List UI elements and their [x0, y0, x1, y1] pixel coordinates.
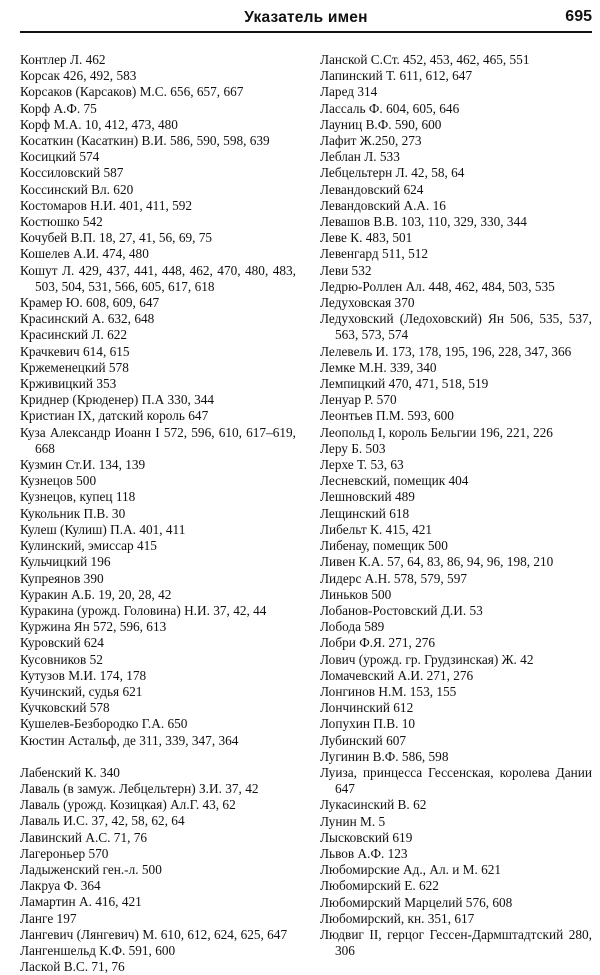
- index-entry: Куровский 624: [20, 635, 104, 651]
- index-entry: Лелевель И. 173, 178, 195, 196, 228, 347, 366: [320, 343, 572, 359]
- index-entry: Костюшко 542: [20, 214, 103, 230]
- index-entry: Лаваль (урожд. Козицкая) Ал.Г. 43, 62: [20, 797, 236, 813]
- index-entry: Ледуховская 370: [320, 295, 415, 311]
- index-entry: Кошелев А.И. 474, 480: [20, 246, 149, 262]
- index-entry: Косаткин (Касаткин) В.И. 586, 590, 598, 639: [20, 133, 270, 149]
- index-entry: Крачкевич 614, 615: [20, 343, 130, 359]
- index-entry: Лысковский 619: [320, 829, 413, 845]
- index-column-left: [20, 52, 296, 975]
- index-entry: Либельт К. 415, 421: [320, 521, 433, 537]
- index-entry: Красинский Л. 622: [20, 327, 128, 343]
- index-entry: Лауниц В.Ф. 590, 600: [320, 116, 442, 132]
- index-entry: Лаской В.С. 71, 76: [20, 959, 125, 975]
- index-column-right: [320, 52, 592, 959]
- index-entry: Лавинский А.С. 71, 76: [20, 829, 148, 845]
- index-entry: Кутузов М.И. 174, 178: [20, 667, 147, 683]
- index-entry: Куракин А.Б. 19, 20, 28, 42: [20, 586, 172, 602]
- index-entry: Лобри Ф.Я. 271, 276: [320, 635, 436, 651]
- index-entry: Кузмин Ст.И. 134, 139: [20, 457, 146, 473]
- index-entry: Корф А.Ф. 75: [20, 100, 97, 116]
- index-entry: Контлер Л. 462: [20, 52, 106, 67]
- index-entry: Коссиловский 587: [20, 165, 124, 181]
- index-entry: Львов А.Ф. 123: [320, 845, 408, 861]
- index-entry: Криднер (Крюденер) П.А 330, 344: [20, 392, 215, 408]
- index-entry: Куржина Ян 572, 596, 613: [20, 619, 167, 635]
- index-entry: Линьков 500: [320, 586, 392, 602]
- index-entry: Леопольд I, король Бельгии 196, 221, 226: [320, 424, 553, 440]
- index-entry: Кукольник П.В. 30: [20, 505, 126, 521]
- index-entry: Левандовский 624: [320, 181, 424, 197]
- index-entry: Левашов В.В. 103, 110, 329, 330, 344: [320, 214, 527, 230]
- index-entry: Куракина (урожд. Головина) Н.И. 37, 42, 44: [20, 602, 267, 618]
- index-entry: Лабенский К. 340: [20, 764, 120, 780]
- index-entry: Красинский А. 632, 648: [20, 311, 155, 327]
- index-entry: Левандовский А.А. 16: [320, 197, 446, 213]
- index-entry: Лесневский, помещик 404: [320, 473, 469, 489]
- index-entry: Лафит Ж.250, 273: [320, 133, 422, 149]
- index-entry: Леонтьев П.М. 593, 600: [320, 408, 454, 424]
- index-entry: Левенгард 511, 512: [320, 246, 429, 262]
- index-entry: Лидерс А.Н. 578, 579, 597: [320, 570, 467, 586]
- index-entry: Лемке М.Н. 339, 340: [320, 359, 437, 375]
- index-entry: Лаваль (в замуж. Лебцельтерн) З.И. 37, 42: [20, 780, 259, 796]
- index-entry: Ленуар Р. 570: [320, 392, 397, 408]
- index-entry: Кучинский, судья 621: [20, 683, 143, 699]
- index-entry: Любомирский Е. 622: [320, 878, 439, 894]
- index-entry: Леве К. 483, 501: [320, 230, 413, 246]
- index-entry: Кристиан IX, датский король 647: [20, 408, 209, 424]
- running-header: [20, 0, 592, 33]
- index-entry: Кулинский, эмиссар 415: [20, 538, 157, 554]
- index-entry: Кузнецов 500: [20, 473, 97, 489]
- index-entry: Косицкий 574: [20, 149, 100, 165]
- index-entry: Крамер Ю. 608, 609, 647: [20, 295, 160, 311]
- index-entry: Лакруа Ф. 364: [20, 878, 101, 894]
- index-entry: Лещинский 618: [320, 505, 410, 521]
- index-entry: Ларед 314: [320, 84, 378, 100]
- index-entry: Кулеш (Кулиш) П.А. 401, 411: [20, 521, 186, 537]
- index-entry: Людвиг II, герцог Гессен-Дармштадтский 280, 306: [320, 926, 592, 959]
- index-entry: Лобода 589: [320, 619, 385, 635]
- index-entry: Корф М.А. 10, 412, 473, 480: [20, 116, 178, 132]
- index-entry: Лобанов-Ростовский Д.И. 53: [320, 602, 483, 618]
- index-entry: Лукасинский В. 62: [320, 797, 427, 813]
- index-entry: Лешновский 489: [320, 489, 415, 505]
- index-entry: Лович (урожд. гр. Грудзинская) Ж. 42: [320, 651, 534, 667]
- index-entry: Ледрю-Роллен Ал. 448, 462, 484, 503, 535: [320, 278, 555, 294]
- index-entry: Любомирский, кн. 351, 617: [320, 910, 475, 926]
- section-title: Указатель имен: [244, 9, 368, 26]
- index-entry: Кочубей В.П. 18, 27, 41, 56, 69, 75: [20, 230, 213, 246]
- index-entry: Лемпицкий 470, 471, 518, 519: [320, 376, 489, 392]
- index-entry: Лагероньер 570: [20, 845, 109, 861]
- index-entry: Лерхе Т. 53, 63: [320, 457, 404, 473]
- index-entry: Лаваль И.С. 37, 42, 58, 62, 64: [20, 813, 185, 829]
- index-entry: Ланге 197: [20, 910, 77, 926]
- index-entry: Луиза, принцесса Гессенская, королева Дании 647: [320, 764, 592, 797]
- index-entry: Корсак 426, 492, 583: [20, 68, 137, 84]
- index-entry: Либенау, помещик 500: [320, 538, 448, 554]
- index-entry: Ледуховский (Ледоховский) Ян 506, 535, 537, 563, 573, 574: [320, 311, 592, 343]
- index-entry: Лубинский 607: [320, 732, 407, 748]
- index-entry: Лончинский 612: [320, 700, 414, 716]
- index-entry: Кучковский 578: [20, 700, 110, 716]
- index-entry: Кузнецов, купец 118: [20, 489, 136, 505]
- index-entry: Леви 532: [320, 262, 372, 278]
- index-entry: Леру Б. 503: [320, 440, 386, 456]
- page-number: 695: [565, 8, 592, 25]
- index-entry: Лангеншельд К.Ф. 591, 600: [20, 942, 176, 958]
- index-entry: Кусовников 52: [20, 651, 103, 667]
- index-entry: Ламартин А. 416, 421: [20, 894, 142, 910]
- index-entry: Лунин М. 5: [320, 813, 386, 829]
- index-entry: Лебцельтерн Л. 42, 58, 64: [320, 165, 465, 181]
- index-entry: Кошут Л. 429, 437, 441, 448, 462, 470, 480, 483, 503, 504, 531, 566, 605, 617, 618: [20, 262, 296, 294]
- index-entry: Кюстин Астальф, де 311, 339, 347, 364: [20, 732, 239, 748]
- index-entry: Лопухин П.В. 10: [320, 716, 416, 732]
- index-entry: Лапинский Т. 611, 612, 647: [320, 68, 473, 84]
- index-entry: Леблан Л. 533: [320, 149, 400, 165]
- index-entry: Купреянов 390: [20, 570, 104, 586]
- index-entry: Кульчицкий 196: [20, 554, 111, 570]
- index-entry: Любомирский Марцелий 576, 608: [320, 894, 513, 910]
- index-entry: Костомаров Н.И. 401, 411, 592: [20, 197, 193, 213]
- index-entry: Корсаков (Карсаков) М.С. 656, 657, 667: [20, 84, 244, 100]
- index-entry: Ланской С.Ст. 452, 453, 462, 465, 551: [320, 52, 530, 67]
- index-entry: Любомирские Ад., Ал. и М. 621: [320, 862, 502, 878]
- index-entry: Лугинин В.Ф. 586, 598: [320, 748, 449, 764]
- index-entry: Лассаль Ф. 604, 605, 646: [320, 100, 460, 116]
- index-entry: Ладыженский ген.-л. 500: [20, 861, 162, 877]
- index-entry: Ливен К.А. 57, 64, 83, 86, 94, 96, 198, 210: [320, 554, 554, 570]
- index-entry: Лонгинов Н.М. 153, 155: [320, 683, 457, 699]
- index-entry: Кржеменецкий 578: [20, 359, 129, 375]
- index-entry: Крживицкий 353: [20, 376, 117, 392]
- index-entry: Куза Александр Иоанн I 572, 596, 610, 617–619, 668: [20, 424, 296, 456]
- index-entry: Лангевич (Лянгевич) М. 610, 612, 624, 625, 647: [20, 926, 288, 942]
- index-entry: Кушелев-Безбородко Г.А. 650: [20, 716, 188, 732]
- index-entry: Коссинский Вл. 620: [20, 181, 134, 197]
- index-entry: Ломачевский А.И. 271, 276: [320, 667, 474, 683]
